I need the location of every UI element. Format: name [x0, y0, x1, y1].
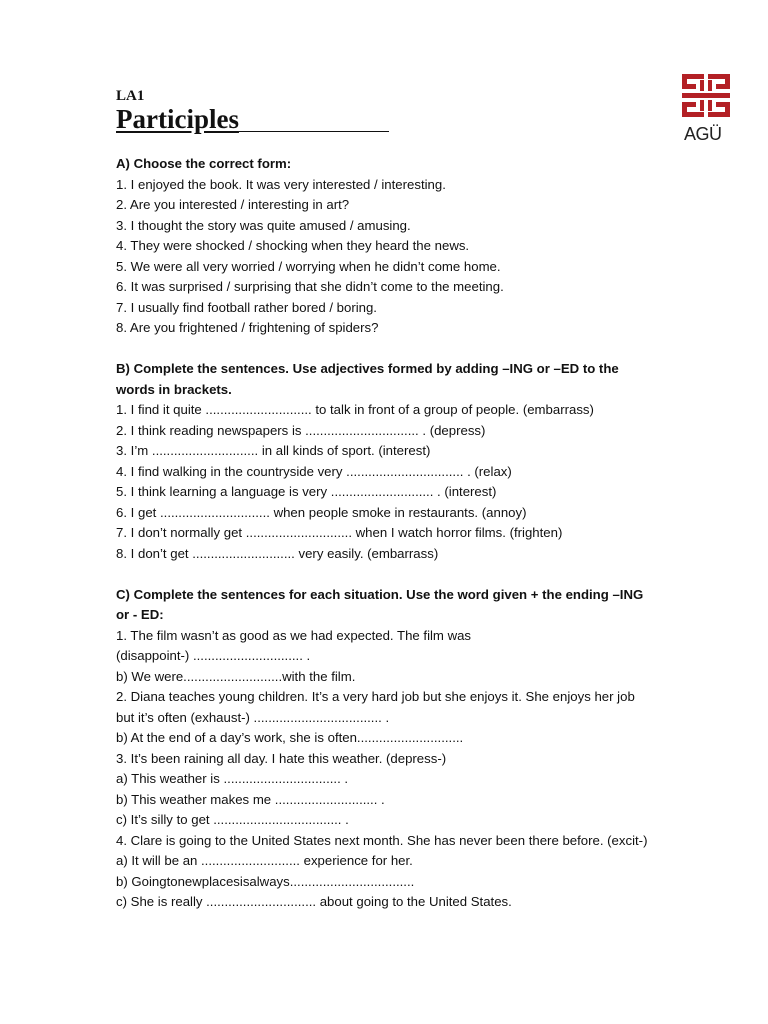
section-a-item: 4. They were shocked / shocking when they heard the news.: [116, 238, 470, 253]
title-underline: [239, 131, 389, 132]
section-a-item: 6. It was surprised / surprising that she didn’t come to the meeting.: [116, 279, 504, 294]
section-b-item: 1. I find it quite ............................. to talk in front of a group of people. (embarrass): [116, 402, 594, 417]
section-c-item: 1. The film wasn’t as good as we had expected. The film was: [116, 627, 472, 643]
section-a-item: 1. I enjoyed the book. It was very interested / interesting.: [116, 176, 446, 192]
section-b-item: 2. I think reading newspapers is ............................... . (depress): [116, 422, 486, 438]
section-c-item: c) She is really .............................. about going to the United States.: [116, 894, 512, 909]
section-c-item: b) This weather makes me ............................ .: [116, 791, 385, 807]
section-c-item: b) We were...........................with the film.: [116, 668, 356, 684]
section-a-item: 5. We were all very worried / worrying when he didn’t come home.: [116, 258, 501, 274]
section-c-item: c) It’s silly to get ................................... .: [116, 812, 349, 827]
section-c-item: 4. Clare is going to the United States next month. She has never been there before. (excit-): [116, 832, 648, 848]
section-c-item: a) This weather is ................................ .: [116, 771, 349, 786]
section-a-heading: A) Choose the correct form:: [116, 156, 292, 171]
section-c-item: b) At the end of a day’s work, she is often.............................: [116, 730, 464, 745]
section-a-item: 7. I usually find football rather bored / boring.: [116, 299, 377, 315]
section-a-item: 2. Are you interested / interesting in art?: [116, 197, 350, 212]
section-b-item: 3. I’m ............................. in all kinds of sport. (interest): [116, 443, 431, 458]
section-b-item: 8. I don’t get ............................ very easily. (embarrass): [116, 545, 439, 561]
section-b-item: 5. I think learning a language is very ............................ . (interest): [116, 484, 497, 499]
section-c-item: b) Goingtonewplacesisalways..................................: [116, 873, 415, 889]
logo-wordmark: AGÜ: [684, 124, 722, 144]
section-c-item: 2. Diana teaches young children. It’s a very hard job but she enjoys it. She enjoys her job but it’s often (exhaust-) ................................... .: [116, 689, 635, 725]
section-a-item: 8. Are you frightened / frightening of spiders?: [116, 320, 379, 335]
section-a-item: 3. I thought the story was quite amused / amusing.: [116, 217, 411, 233]
section-c-item: (disappoint-) .............................. .: [116, 648, 311, 663]
page-title: Participles: [116, 104, 239, 134]
section-b-item: 4. I find walking in the countryside very ................................ . (relax): [116, 463, 512, 479]
section-spacer: [116, 564, 648, 585]
title-row: [116, 104, 389, 134]
section-spacer: [116, 339, 648, 360]
worksheet-content: [116, 154, 648, 913]
course-code: LA1: [116, 88, 145, 104]
section-b-item: 6. I get .............................. when people smoke in restaurants. (annoy): [116, 504, 527, 520]
section-b-item: 7. I don’t normally get ............................. when I watch horror films. (frighten): [116, 525, 563, 540]
section-b-heading: B) Complete the sentences. Use adjectives formed by adding –ING or –ED to the words in brackets.: [116, 361, 619, 397]
section-c-item: a) It will be an ........................... experience for her.: [116, 853, 413, 868]
section-c-item: 3. It’s been raining all day. I hate this weather. (depress-): [116, 750, 447, 766]
section-c-heading: C) Complete the sentences for each situation. Use the word given + the ending –ING or - ED:: [116, 586, 644, 622]
